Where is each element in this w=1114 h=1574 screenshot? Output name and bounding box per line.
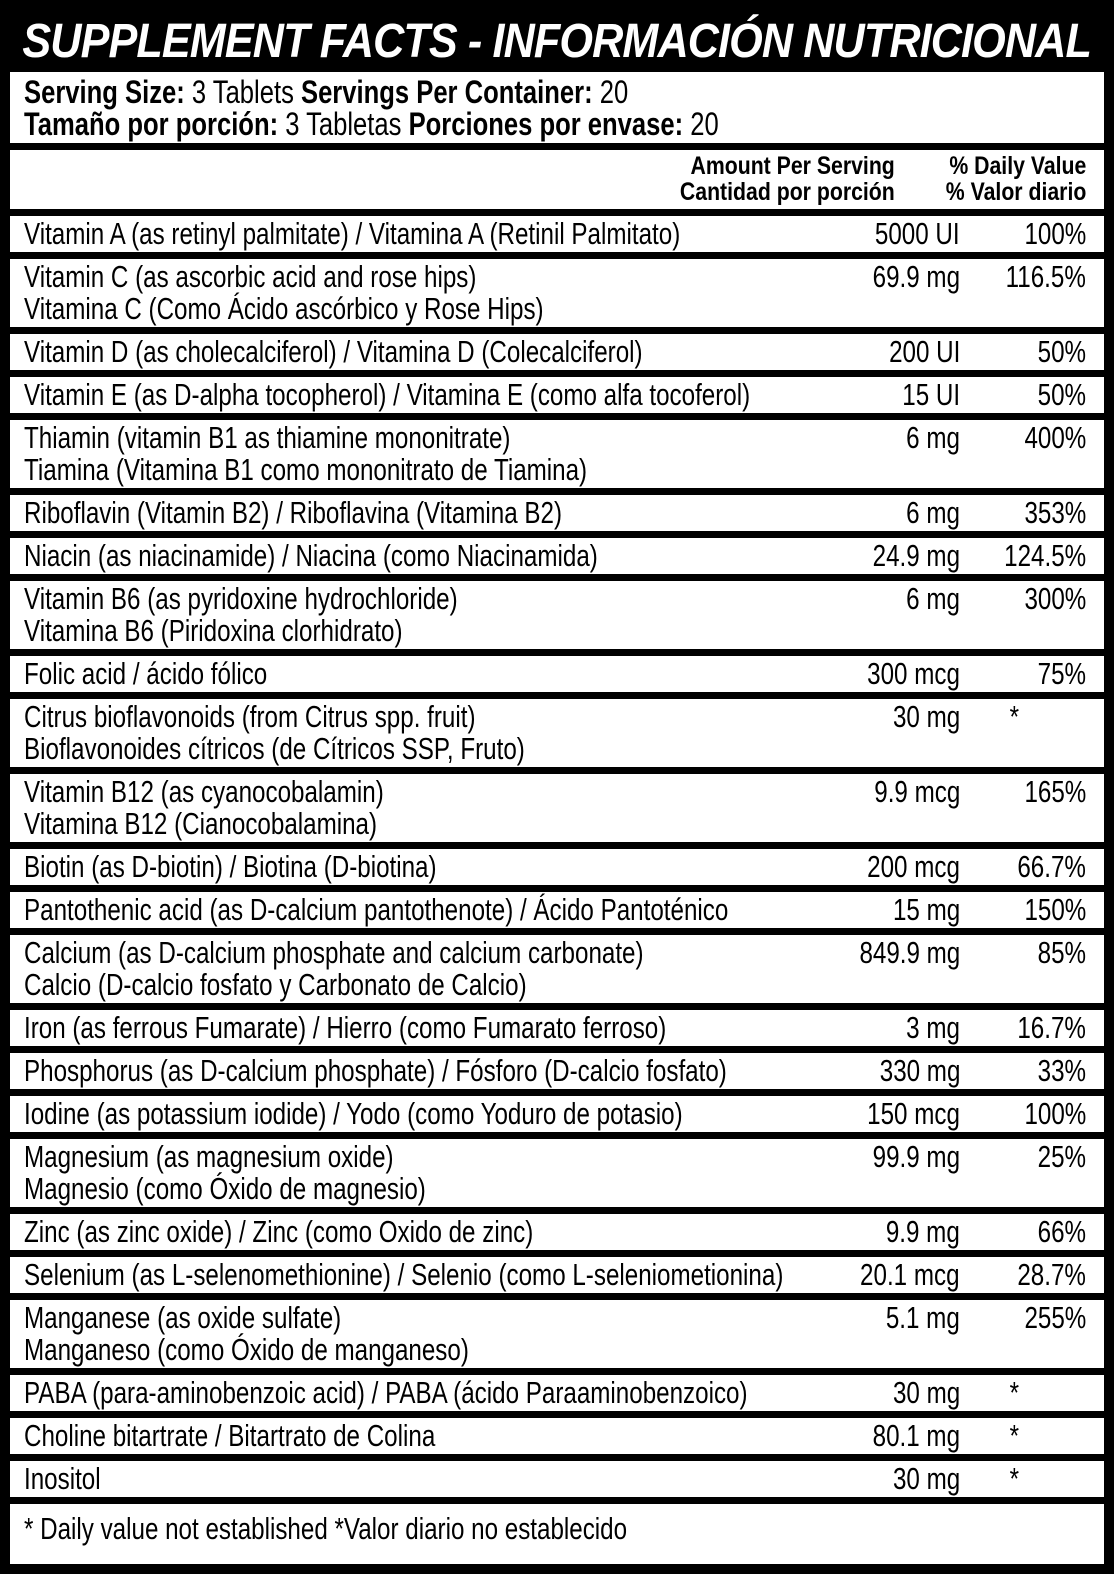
nutrient-name: Thiamin (vitamin B1 as thiamine mononitrate) Tiamina (Vitamina B1 como mononitrato de Tiamina) [24, 420, 588, 487]
amount-value: 6 mg [906, 495, 960, 530]
daily-value: 124.5% [1003, 538, 1086, 573]
nutrient-name: Choline bitartrate / Bitartrato de Colina [24, 1418, 436, 1453]
amount-value: 849.9 mg [859, 935, 960, 970]
amount-value: 15 UI [902, 377, 960, 412]
daily-value-column-header: % Daily Value % Valor diario [945, 152, 1086, 206]
table-row [10, 574, 1104, 649]
table-row [10, 767, 1104, 842]
daily-value: 165% [1024, 774, 1086, 809]
nutrient-name: Manganese (as oxide sulfate) Manganeso (como Óxido de manganeso) [24, 1300, 469, 1367]
nutrient-name: PABA (para-aminobenzoic acid) / PABA (ácido Paraaminobenzoico) [24, 1375, 748, 1410]
table-row [10, 692, 1104, 767]
table-row [10, 1003, 1104, 1046]
nutrient-name: Phosphorus (as D-calcium phosphate) / Fósforo (D-calcio fosfato) [24, 1053, 727, 1088]
nutrient-name: Inositol [24, 1461, 101, 1496]
nutrient-name: Niacin (as niacinamide) / Niacina (como Niacinamida) [24, 538, 598, 573]
nutrient-name: Zinc (as zinc oxide) / Zinc (como Oxido de zinc) [24, 1214, 534, 1249]
amount-value: 24.9 mg [872, 538, 960, 573]
nutrient-name: Folic acid / ácido fólico [24, 656, 268, 691]
table-row [10, 1089, 1104, 1132]
footnote: * Daily value not established *Valor diario no establecido [10, 1497, 1104, 1565]
daily-value: 353% [1024, 495, 1086, 530]
amount-value: 330 mg [879, 1053, 960, 1088]
amount-value: 30 mg [892, 699, 960, 734]
table-row [10, 885, 1104, 928]
amount-value: 20.1 mcg [860, 1257, 960, 1292]
nutrient-name: Vitamin B6 (as pyridoxine hydrochloride) Vitamina B6 (Piridoxina clorhidrato) [24, 581, 458, 648]
table-row [10, 1046, 1104, 1089]
table-row [10, 327, 1104, 370]
table-row [10, 413, 1104, 488]
table-row [10, 928, 1104, 1003]
amount-value: 300 mcg [867, 656, 960, 691]
daily-value: 66.7% [1017, 849, 1086, 884]
daily-value: 85% [1037, 935, 1086, 970]
daily-value: 116.5% [1005, 259, 1086, 294]
amount-value: 3 mg [906, 1010, 960, 1045]
daily-value: 255% [1024, 1300, 1086, 1335]
nutrient-name: Vitamin A (as retinyl palmitate) / Vitamina A (Retinil Palmitato) [24, 216, 681, 251]
daily-value: 66% [1037, 1214, 1086, 1249]
table-row [10, 370, 1104, 413]
serving-info-box [10, 72, 1104, 150]
daily-value: 400% [1024, 420, 1086, 455]
nutrient-name: Citrus bioflavonoids (from Citrus spp. fruit) Bioflavonoides cítricos (de Cítricos SSP, Fruto) [24, 699, 525, 766]
daily-value: 50% [1037, 377, 1086, 412]
daily-value: 100% [1024, 1096, 1086, 1131]
nutrient-name: Iron (as ferrous Fumarate) / Hierro (como Fumarato ferroso) [24, 1010, 667, 1045]
daily-value: * [1009, 1418, 1020, 1453]
nutrient-name: Biotin (as D-biotin) / Biotina (D-biotina) [24, 849, 437, 884]
daily-value: * [1009, 699, 1020, 734]
amount-value: 69.9 mg [872, 259, 960, 294]
amount-value: 9.9 mg [886, 1214, 960, 1249]
nutrient-name: Vitamin C (as ascorbic acid and rose hips) Vitamina C (Como Ácido ascórbico y Rose Hips) [24, 259, 544, 326]
table-row [10, 649, 1104, 692]
amount-value: 15 mg [892, 892, 960, 927]
daily-value: 100% [1024, 216, 1086, 251]
nutrient-name: Selenium (as L-selenomethionine) / Selenio (como L-seleniometionina) [24, 1257, 784, 1292]
nutrient-name: Calcium (as D-calcium phosphate and calcium carbonate) Calcio (D-calcio fosfato y Carbonato de Calcio) [24, 935, 644, 1002]
table-row [10, 1207, 1104, 1250]
daily-value: 150% [1024, 892, 1086, 927]
daily-value: 25% [1037, 1139, 1086, 1174]
amount-value: 30 mg [892, 1461, 960, 1496]
table-row [10, 252, 1104, 327]
table-row [10, 1454, 1104, 1497]
table-row [10, 1250, 1104, 1293]
amount-value: 6 mg [906, 581, 960, 616]
nutrient-name: Magnesium (as magnesium oxide) Magnesio (como Óxido de magnesio) [24, 1139, 426, 1206]
table-row [10, 842, 1104, 885]
table-row [10, 1411, 1104, 1454]
table-row [10, 531, 1104, 574]
amount-value: 5.1 mg [886, 1300, 960, 1335]
table-row [10, 209, 1104, 252]
column-headers [10, 150, 1104, 209]
amount-value: 30 mg [892, 1375, 960, 1410]
table-row [10, 1132, 1104, 1207]
table-row [10, 1293, 1104, 1368]
nutrient-name: Vitamin B12 (as cyanocobalamin) Vitamina B12 (Cianocobalamina) [24, 774, 384, 841]
panel-title: SUPPLEMENT FACTS - INFORMACIÓN NUTRICIONAL [22, 14, 1092, 68]
amount-value: 5000 UI [875, 216, 960, 251]
panel-title-bar [10, 10, 1104, 72]
amount-value: 99.9 mg [872, 1139, 960, 1174]
amount-value: 200 mcg [867, 849, 960, 884]
daily-value: 16.7% [1017, 1010, 1086, 1045]
nutrient-table [10, 209, 1104, 1497]
daily-value: 33% [1037, 1053, 1086, 1088]
table-row [10, 1368, 1104, 1411]
amount-value: 200 UI [888, 334, 960, 369]
nutrient-name: Vitamin D (as cholecalciferol) / Vitamina D (Colecalciferol) [24, 334, 643, 369]
daily-value: 300% [1024, 581, 1086, 616]
nutrient-name: Pantothenic acid (as D-calcium pantothenote) / Ácido Pantoténico [24, 892, 729, 927]
nutrient-name: Riboflavin (Vitamin B2) / Riboflavina (Vitamina B2) [24, 495, 563, 530]
daily-value: 50% [1037, 334, 1086, 369]
nutrient-name: Vitamin E (as D-alpha tocopherol) / Vitamina E (como alfa tocoferol) [24, 377, 751, 412]
amount-value: 150 mcg [867, 1096, 960, 1131]
serving-line-es: Tamaño por porción: 3 Tabletas Porciones por envase: 20 [24, 106, 719, 142]
amount-value: 9.9 mcg [873, 774, 960, 809]
amount-column-header: Amount Per Serving Cantidad por porción [679, 152, 895, 206]
table-row [10, 488, 1104, 531]
nutrient-name: Iodine (as potassium iodide) / Yodo (como Yoduro de potasio) [24, 1096, 683, 1131]
daily-value: * [1009, 1461, 1020, 1496]
serving-line-en: Serving Size: 3 Tablets Servings Per Container: 20 [24, 74, 629, 110]
daily-value: * [1009, 1375, 1020, 1410]
daily-value: 75% [1037, 656, 1086, 691]
amount-value: 80.1 mg [872, 1418, 960, 1453]
daily-value: 28.7% [1017, 1257, 1086, 1292]
amount-value: 6 mg [906, 420, 960, 455]
